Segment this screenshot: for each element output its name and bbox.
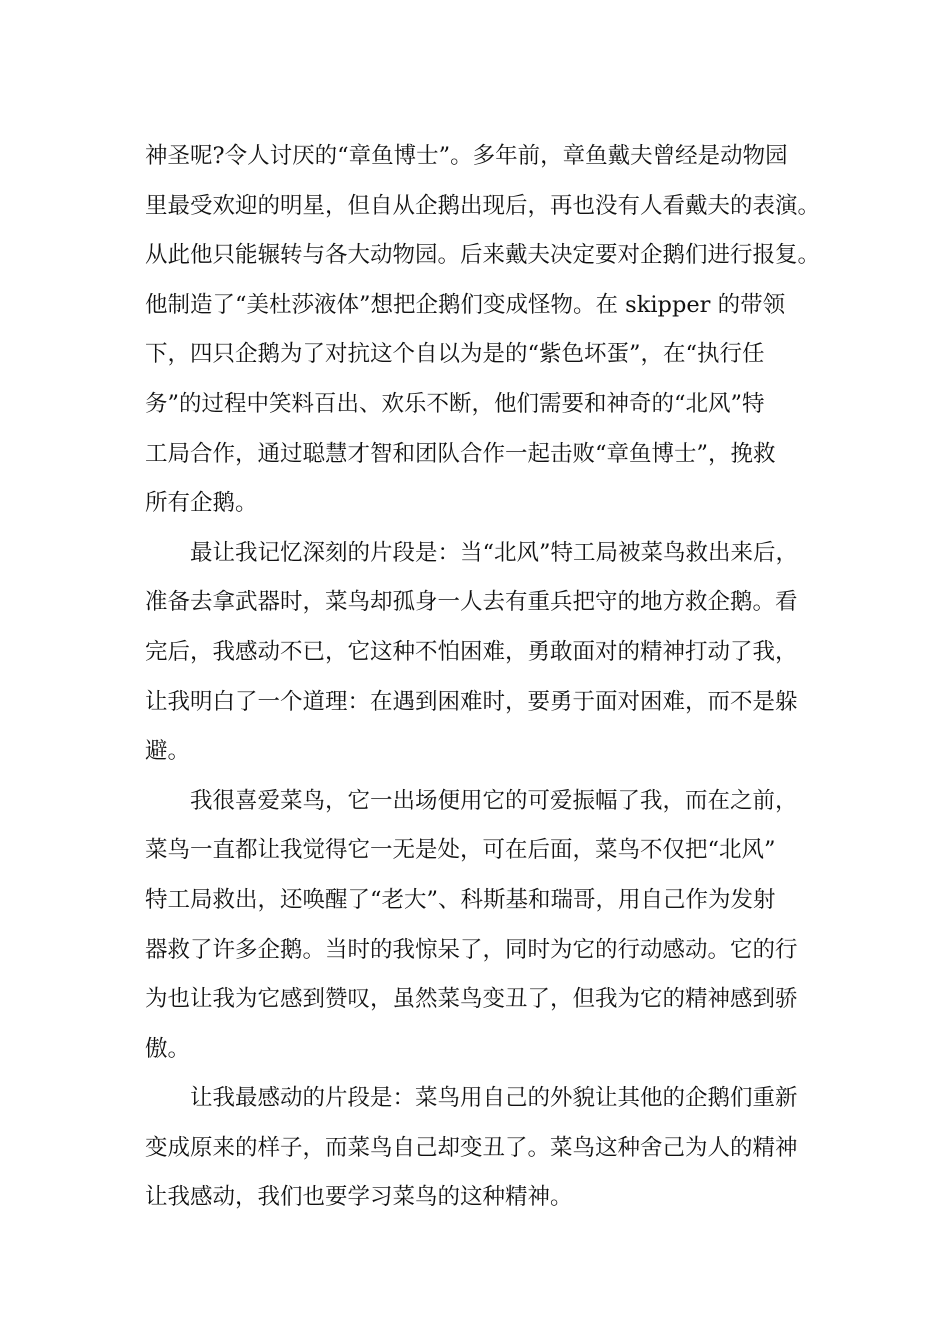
text-line: 下，四只企鹅为了对抗这个自以为是的“紫色坏蛋”，在“执行任	[145, 341, 765, 368]
text-line: 务”的过程中笑料百出、欢乐不断，他们需要和神奇的“北风”特	[145, 390, 765, 417]
text-line: 最让我记忆深刻的片段是：当“北风”特工局被菜鸟救出来后，	[190, 539, 799, 566]
text-line: 神圣呢?令人讨厌的“章鱼博士”。多年前，章鱼戴夫曾经是动物园	[145, 143, 788, 169]
paragraph-1	[145, 132, 825, 529]
text-line: 准备去拿武器时，菜鸟却孤身一人去有重兵把守的地方救企鹅。看	[145, 589, 798, 616]
text-line: 我很喜爱菜鸟，它一出场便用它的可爱振幅了我，而在之前，	[190, 787, 798, 814]
text-line: 从此他只能辗转与各大动物园。后来戴夫决定要对企鹅们进行报复。	[145, 242, 821, 269]
text-line: 为也让我为它感到赞叹，虽然菜鸟变丑了，但我为它的精神感到骄	[145, 986, 798, 1013]
paragraph-4	[145, 1074, 825, 1223]
text-line: 里最受欢迎的明星，但自从企鹅出现后，再也没有人看戴夫的表演。	[145, 192, 821, 219]
text-line: 他制造了“美杜莎液体”想把企鹅们变成怪物。在 skipper 的带领	[145, 291, 786, 318]
text-line: 让我最感动的片段是：菜鸟用自己的外貌让其他的企鹅们重新	[190, 1085, 798, 1112]
text-line: 器救了许多企鹅。当时的我惊呆了，同时为它的行动感动。它的行	[145, 936, 798, 963]
text-line: 所有企鹅。	[145, 490, 258, 517]
document-body	[145, 132, 825, 1223]
text-line: 让我明白了一个道理：在遇到困难时，要勇于面对困难，而不是躲	[145, 688, 798, 715]
text-line: 傲。	[145, 1035, 191, 1062]
text-line: 工局合作，通过聪慧才智和团队合作一起击败“章鱼博士”，挽救	[145, 440, 776, 467]
text-line: 菜鸟一直都让我觉得它一无是处，可在后面，菜鸟不仅把“北风”	[145, 837, 776, 864]
text-line: 让我感动，我们也要学习菜鸟的这种精神。	[145, 1184, 573, 1211]
text-line: 避。	[145, 738, 191, 765]
text-line: 特工局救出，还唤醒了“老大”、科斯基和瑞哥，用自己作为发射	[145, 886, 776, 913]
paragraph-2	[145, 529, 825, 777]
paragraph-3	[145, 777, 825, 1075]
text-line: 完后，我感动不已，它这种不怕困难，勇敢面对的精神打动了我，	[145, 638, 798, 665]
text-line: 变成原来的样子，而菜鸟自己却变丑了。菜鸟这种舍己为人的精神	[145, 1134, 798, 1161]
